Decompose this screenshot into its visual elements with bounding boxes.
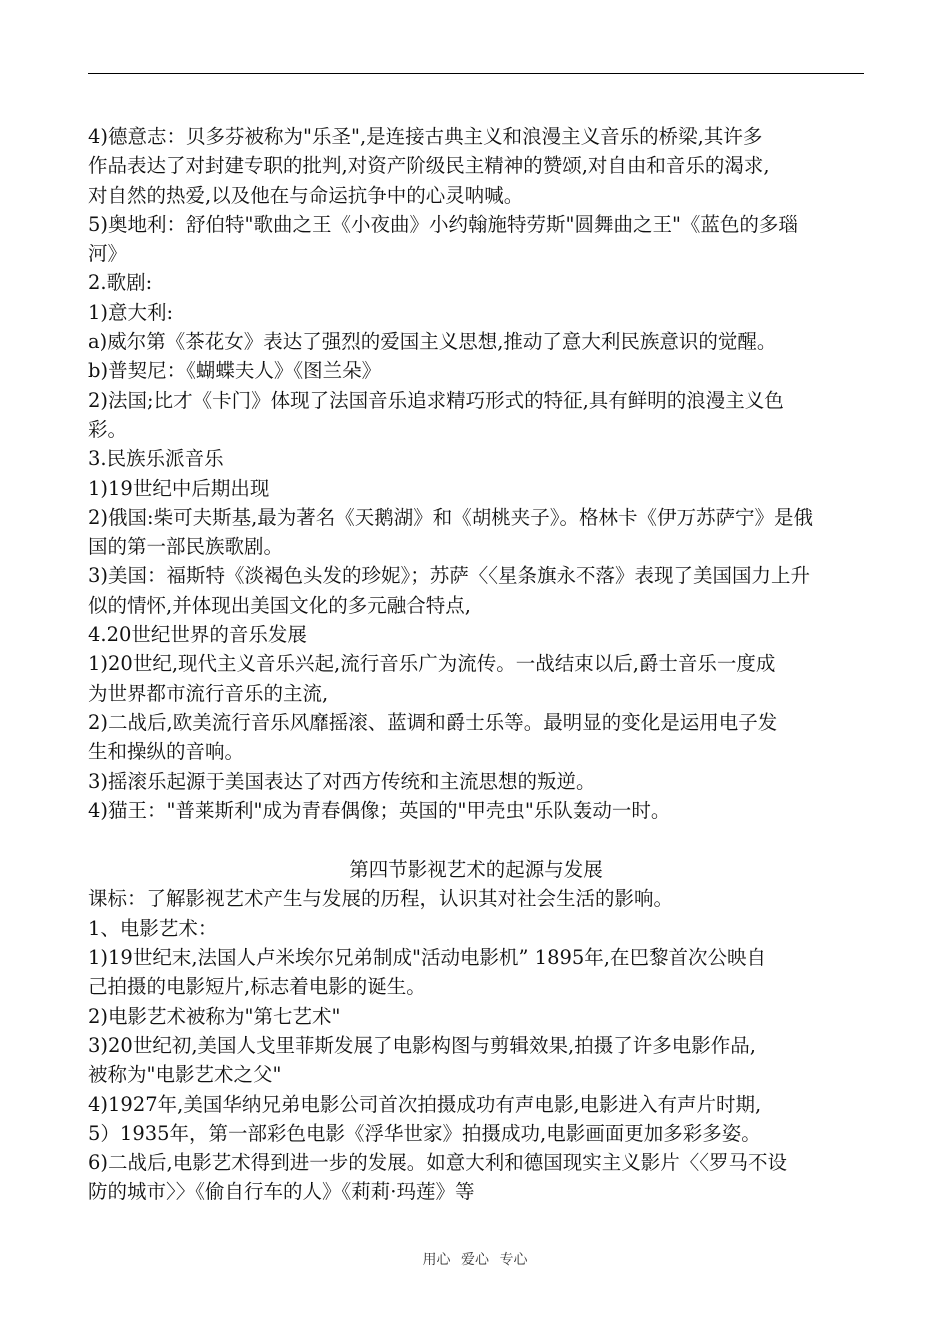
text-line: 3)摇滚乐起源于美国表达了对西方传统和主流思想的叛逆。 <box>88 769 596 793</box>
text-line: 1)19世纪末,法国人卢米埃尔兄弟制成"活动电影机” 1895年,在巴黎首次公映自 <box>88 946 766 970</box>
text-line: 1、电影艺术： <box>88 916 218 940</box>
text-line: 被称为"电影艺术之父" <box>88 1063 282 1087</box>
section-gap <box>88 825 864 855</box>
text-line: 2)法国;比才《卡门》体现了法国音乐追求精巧形式的特征,具有鲜明的浪漫主义色 <box>88 388 784 412</box>
document-body <box>88 122 864 1207</box>
text-line: 2.歌剧: <box>88 271 153 295</box>
text-line: 4)德意志：贝多芬被称为"乐圣",是连接古典主义和浪漫主义音乐的桥梁,其许多 <box>88 125 763 148</box>
text-line: 对自然的热爱,以及他在与命运抗争中的心灵呐喊。 <box>88 183 524 207</box>
text-line: 似的情怀,并体现出美国文化的多元融合特点, <box>88 593 471 617</box>
text-line: 6)二战后,电影艺术得到进一步的发展。如意大利和德国现实主义影片〈〈罗马不设 <box>88 1151 787 1175</box>
film-section <box>88 884 864 1206</box>
text-line: 2)二战后,欧美流行音乐风靡摇滚、蓝调和爵士乐等。最明显的变化是运用电子发 <box>88 710 778 734</box>
section-title: 第四节影视艺术的起源与发展 <box>349 858 603 882</box>
text-line: 河》 <box>88 242 128 266</box>
text-line: 5）1935年，第一部彩色电影《浮华世家》拍摄成功,电影画面更加多彩多姿。 <box>88 1121 761 1145</box>
text-line: 1)20世纪,现代主义音乐兴起,流行音乐广为流传。一战结束以后,爵士音乐一度成 <box>88 652 776 676</box>
text-line: 防的城市〉〉《偷自行车的人》《莉莉·玛莲》等 <box>88 1180 475 1204</box>
text-line: b)普契尼：《蝴蝶夫人》《图兰朵》 <box>88 359 382 383</box>
text-line: 3)美国：福斯特《淡褐色头发的珍妮》；苏萨〈〈星条旗永不落》表现了美国国力上升 <box>88 564 811 588</box>
text-line: 2)电影艺术被称为"第七艺术" <box>88 1004 341 1028</box>
text-line: 1)19世纪中后期出现 <box>88 476 270 500</box>
header-rule <box>88 73 864 74</box>
text-line: 作品表达了对封建专职的批判,对资产阶级民主精神的赞颂,对自由和音乐的渴求, <box>88 154 770 178</box>
page-footer: 用心 爱心 专心 <box>422 1252 528 1268</box>
text-line: 3.民族乐派音乐 <box>88 447 224 471</box>
text-line: 4)猫王："普莱斯利"成为青春偶像；英国的"甲壳虫"乐队轰动一时。 <box>88 798 671 822</box>
music-section <box>88 122 864 825</box>
text-line: 己拍摄的电影短片,标志着电影的诞生。 <box>88 975 426 999</box>
text-line: 生和操纵的音响。 <box>88 740 245 764</box>
text-line: 为世界都市流行音乐的主流, <box>88 681 329 705</box>
text-line: a)威尔第《茶花女》表达了强烈的爱国主义思想,推动了意大利民族意识的觉醒。 <box>88 330 777 354</box>
text-line: 4)1927年,美国华纳兄弟电影公司首次拍摄成功有声电影,电影进入有声片时期, <box>88 1092 762 1116</box>
text-line: 国的第一部民族歌剧。 <box>88 535 284 559</box>
text-line: 彩。 <box>88 417 128 441</box>
text-line: 4.20世纪世界的音乐发展 <box>88 623 307 647</box>
text-line: 5)奥地利：舒伯特"歌曲之王《小夜曲》小约翰施特劳斯"圆舞曲之王"《蓝色的多瑙 <box>88 212 798 236</box>
text-line: 2)俄国:柴可夫斯基,最为著名《天鹅湖》和《胡桃夹子》。格林卡《伊万苏萨宁》是俄 <box>88 505 814 529</box>
text-line: 3)20世纪初,美国人戈里菲斯发展了电影构图与剪辑效果,拍摄了许多电影作品, <box>88 1033 756 1057</box>
text-line: 1)意大利: <box>88 300 174 324</box>
text-line: 课标：了解影视艺术产生与发展的历程，认识其对社会生活的影响。 <box>88 887 674 911</box>
